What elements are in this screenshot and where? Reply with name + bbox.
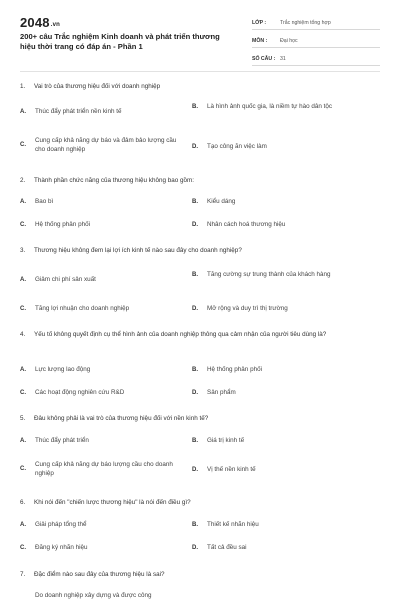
option-letter: B.: [192, 522, 198, 528]
option-d[interactable]: [192, 389, 352, 398]
option-d[interactable]: [192, 544, 352, 553]
meta-label: MÔN :: [252, 38, 268, 44]
meta-info: [252, 12, 380, 66]
option-letter: B.: [192, 199, 198, 205]
option-text: Tạo công ăn việc làm: [207, 143, 267, 150]
option-letter: C.: [20, 306, 26, 312]
question-text: Yếu tố không quyết định cụ thể hình ảnh của doanh nghiệp thông qua cảm nhận của người tiêu dùng là?: [34, 331, 327, 338]
logo-text: 2048: [20, 15, 50, 30]
option-letter: C.: [20, 466, 26, 473]
option-text: Thiết kế nhãn hiệu: [207, 521, 259, 528]
site-logo[interactable]: [20, 15, 60, 30]
option-letter: A.: [20, 199, 26, 205]
option-c[interactable]: [20, 389, 180, 398]
option-letter: D.: [192, 390, 198, 396]
option-letter: A.: [20, 438, 26, 444]
option-text: Lực lượng lao động: [35, 366, 91, 373]
option-text: Thúc đẩy phát triển nền kinh tế: [35, 108, 122, 115]
option-text: Do doanh nghiệp xây dựng và được công: [35, 592, 152, 599]
question-header: [20, 246, 380, 255]
question-text: Đặc điểm nào sau đây của thương hiệu là sai?: [34, 571, 165, 578]
option-text: Giải pháp tổng thể: [35, 521, 87, 528]
option-text: Giảm chi phí sản xuất: [35, 276, 96, 283]
option-b[interactable]: [192, 198, 352, 207]
option-letter: A.: [20, 109, 26, 115]
question-header: [20, 176, 380, 185]
option-letter: D.: [192, 467, 198, 473]
question-text: Vai trò của thương hiệu đối với doanh nghiệp: [34, 83, 161, 90]
option-d[interactable]: [192, 221, 352, 230]
option-a[interactable]: [20, 198, 180, 207]
option-letter: B.: [192, 272, 198, 278]
question-3: [20, 246, 380, 255]
option-c[interactable]: [20, 305, 180, 314]
option-b[interactable]: [192, 103, 352, 112]
option-text: Tất cả đều sai: [207, 544, 247, 551]
option-letter: C.: [20, 545, 26, 551]
logo-suffix: .vn: [50, 22, 61, 28]
question-6: [20, 498, 380, 507]
option-text: Tăng lợi nhuận cho doanh nghiệp: [35, 305, 130, 312]
question-2: [20, 176, 380, 185]
option-a[interactable]: [20, 437, 180, 446]
question-text: Thành phần chức năng của thương hiệu không bao gồm:: [34, 177, 194, 184]
option-letter: B.: [192, 438, 198, 444]
option-text: Sản phẩm: [207, 389, 236, 396]
option-text: Các hoạt động nghiên cứu R&D: [35, 389, 125, 396]
option-letter: C.: [20, 390, 26, 396]
option-text: Mở rộng và duy trì thị trường: [207, 305, 288, 312]
option-text: Hệ thống phân phối: [207, 366, 262, 373]
option-letter: C.: [20, 142, 26, 149]
question-text: Thương hiệu không đem lại lợi ích kinh tế nào sau đây cho doanh nghiệp?: [34, 247, 242, 254]
option-text: Giá trị kinh tế: [207, 437, 245, 444]
option-text: Hệ thống phân phối: [35, 221, 90, 228]
question-number: 4.: [20, 331, 26, 338]
option-letter: [20, 592, 35, 600]
option-letter: A.: [20, 522, 26, 528]
meta-value: Đại học: [280, 38, 298, 44]
option-a[interactable]: [20, 366, 180, 375]
question-1: [20, 82, 380, 91]
option-a[interactable]: [20, 521, 180, 530]
option-d[interactable]: [192, 466, 352, 475]
option-a[interactable]: [20, 108, 180, 117]
question-number: 6.: [20, 499, 26, 506]
option-letter: B.: [192, 104, 198, 110]
question-number: 5.: [20, 415, 26, 422]
question-header: [20, 570, 380, 579]
meta-value: Trắc nghiệm tổng hợp: [280, 20, 331, 26]
question-5: [20, 414, 380, 423]
option-text: Cung cấp khả năng dự báo lượng cầu cho doanh nghiệp: [35, 461, 173, 477]
question-number: 3.: [20, 247, 26, 254]
option-text: Cung cấp khả năng dự báo và đảm bảo lượng cầu cho doanh nghiệp: [35, 137, 177, 153]
meta-row-class: [252, 12, 380, 30]
option-c[interactable]: [20, 461, 180, 478]
option-letter: B.: [192, 367, 198, 373]
option-letter: D.: [192, 306, 198, 312]
option-letter: D.: [192, 222, 198, 228]
question-header: [20, 330, 380, 339]
question-header: [20, 414, 380, 423]
option-letter: A.: [20, 277, 26, 283]
option-letter: A.: [20, 367, 26, 373]
option-b[interactable]: [192, 437, 352, 446]
option-d[interactable]: [192, 305, 352, 314]
question-header: [20, 82, 380, 91]
option-text: Kiểu dáng: [207, 198, 236, 205]
option-b[interactable]: [192, 271, 352, 280]
question-text: Đâu không phải là vai trò của thương hiệu đối với nền kinh tế?: [34, 415, 209, 422]
option-a[interactable]: [20, 276, 180, 285]
meta-row-subject: [252, 30, 380, 48]
question-7: [20, 570, 380, 579]
meta-value: 31: [280, 56, 286, 62]
option-b[interactable]: [192, 521, 352, 530]
question-text: Khi nói đến "chiến lược thương hiệu" là nói đến điều gì?: [34, 499, 191, 506]
question-header: [20, 498, 380, 507]
meta-label: LỚP :: [252, 20, 267, 26]
option-letter: C.: [20, 222, 26, 228]
option-a[interactable]: [20, 592, 220, 600]
question-number: 7.: [20, 571, 26, 578]
option-text: Thúc đẩy phát triển: [35, 437, 89, 444]
option-text: Đăng ký nhãn hiệu: [35, 544, 88, 551]
option-text: Tăng cường sự trung thành của khách hàng: [207, 271, 331, 278]
option-text: Nhân cách hoá thương hiệu: [207, 221, 286, 228]
meta-row-count: [252, 48, 380, 66]
question-number: 2.: [20, 177, 26, 184]
document-title: 200+ câu Trắc nghiệm Kinh doanh và phát triển thương hiệu thời trang có đáp án - Phần 1: [20, 32, 220, 51]
option-c[interactable]: [20, 137, 180, 154]
option-b[interactable]: [192, 366, 352, 375]
option-c[interactable]: [20, 544, 180, 553]
option-letter: D.: [192, 144, 198, 150]
question-4: [20, 330, 380, 339]
option-d[interactable]: [192, 143, 352, 152]
option-c[interactable]: [20, 221, 180, 230]
option-letter: D.: [192, 545, 198, 551]
question-number: 1.: [20, 83, 26, 90]
option-text: Vị thế nền kinh tế: [207, 466, 256, 473]
option-text: Là hình ảnh quốc gia, là niềm tự hào dân tộc: [207, 103, 332, 110]
document-header: [0, 0, 400, 66]
header-divider: [20, 71, 380, 72]
meta-label: SỐ CÂU :: [252, 56, 276, 62]
option-text: Bao bì: [35, 198, 54, 205]
